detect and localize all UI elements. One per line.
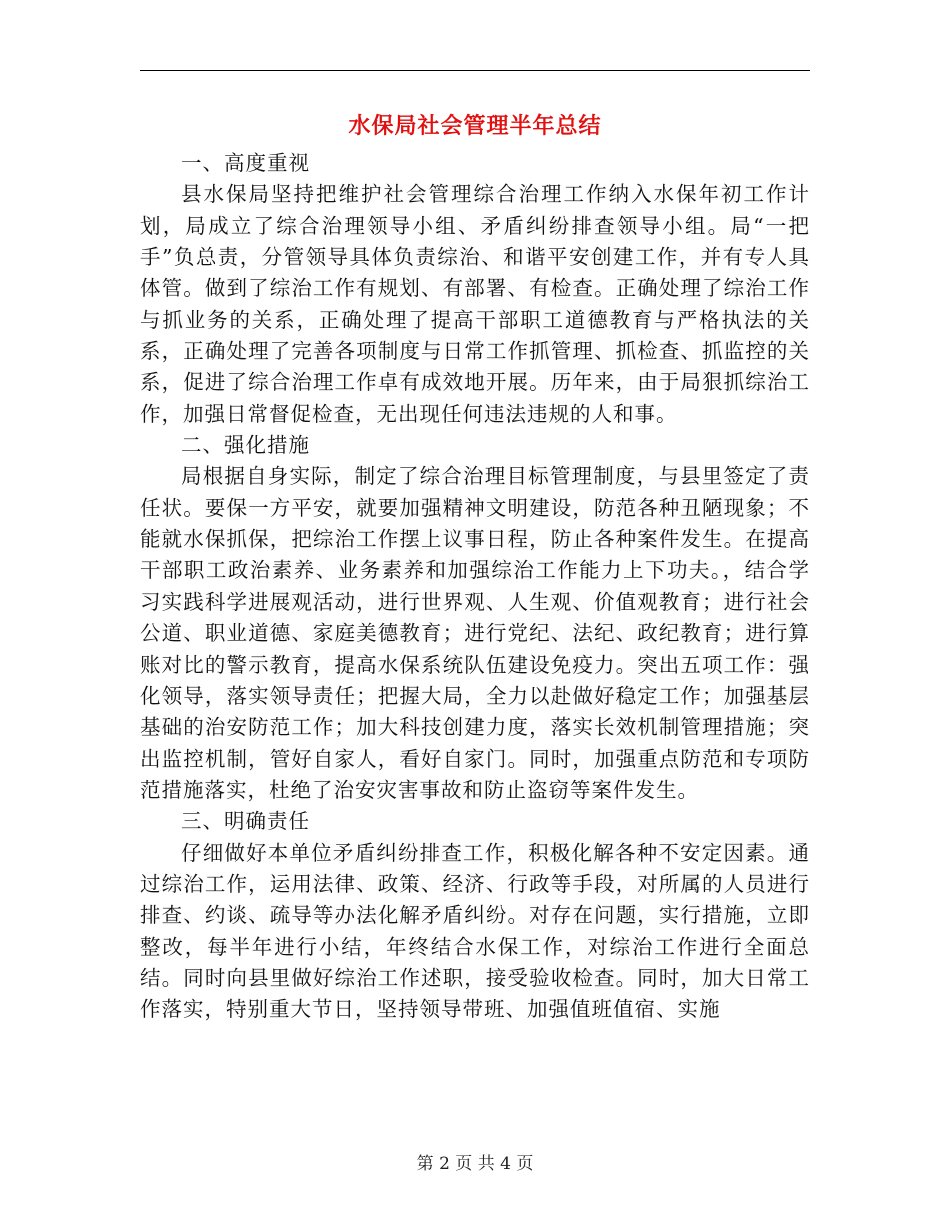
section-heading-2: 二、强化措施	[181, 433, 310, 458]
paragraph-3: 仔细做好本单位矛盾纠纷排查工作，积极化解各种不安定因素。通过综治工作，运用法律、政策、经济、行政等手段，对所属的人员进行排查、约谈、疏导等办法化解矛盾纠纷。对存在问题，实行措施，立即整改，每半年进行小结，年终结合水保工作，对综治工作进行全面总结。同时向县里做好综治工作述职，接受验收检查。同时，加大日常工作落实，特别重大节日，坚持领导带班、加强值班值宿、实施	[140, 840, 810, 1022]
header-rule	[140, 70, 810, 71]
section-heading-3: 三、明确责任	[181, 809, 310, 834]
document-body	[140, 148, 810, 1026]
document-title: 水保局社会管理半年总结	[348, 113, 602, 139]
paragraph-2: 局根据自身实际，制定了综合治理目标管理制度，与县里签定了责任状。要保一方平安，就要加强精神文明建设，防范各种丑陋现象；不能就水保抓保，把综治工作摆上议事日程，防止各种案件发生。在提高干部职工政治素养、业务素养和加强综治工作能力上下功夫。，结合学习实践科学进展观活动，进行世界观、人生观、价值观教育；进行社会公道、职业道德、家庭美德教育；进行党纪、法纪、政纪教育；进行算账对比的警示教育，提高水保系统队伍建设免疫力。突出五项工作：强化领导，落实领导责任；把握大局，全力以赴做好稳定工作；加强基层基础的治安防范工作；加大科技创建力度，落实长效机制管理措施；突出监控机制，管好自家人，看好自家门。同时，加强重点防范和专项防范措施落实，杜绝了治安灾害事故和防止盗窃等案件发生。	[140, 464, 810, 802]
page-number-footer: 第 2 页 共 4 页	[416, 1154, 534, 1174]
paragraph-1: 县水保局坚持把维护社会管理综合治理工作纳入水保年初工作计划，局成立了综合治理领导小组、矛盾纠纷排查领导小组。局“一把手”负总责，分管领导具体负责综治、和谐平安创建工作，并有专人具体管。做到了综治工作有规划、有部署、有检查。正确处理了综治工作与抓业务的关系，正确处理了提高干部职工道德教育与严格执法的关系，正确处理了完善各项制度与日常工作抓管理、抓检查、抓监控的关系，促进了综合治理工作卓有成效地开展。历年来，由于局狠抓综治工作，加强日常督促检查，无出现任何违法违规的人和事。	[140, 182, 810, 426]
section-heading-1: 一、高度重视	[181, 151, 310, 175]
